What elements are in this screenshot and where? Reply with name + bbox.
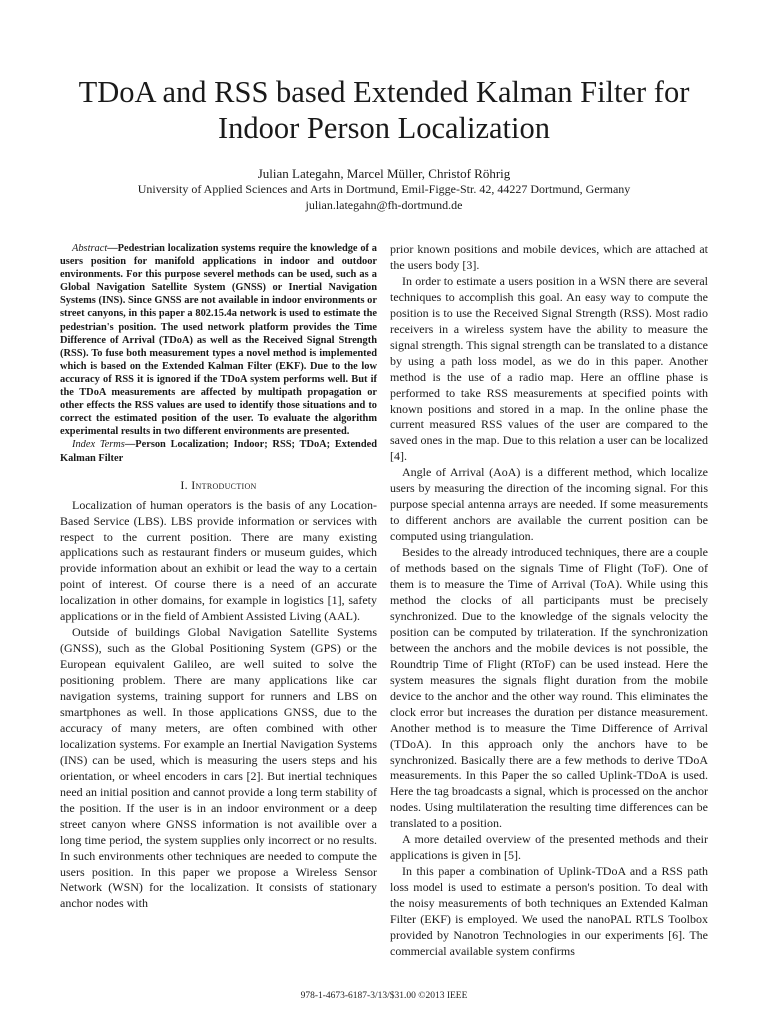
title-line-2: Indoor Person Localization <box>217 111 550 145</box>
affiliation: University of Applied Sciences and Arts in Dortmund, Emil-Figge-Str. 42, 44227 Dortmund, Germany <box>137 182 631 196</box>
paper-title <box>40 74 728 146</box>
left-column <box>60 242 377 912</box>
body-paragraph: In this paper a combination of Uplink-TDoA and a RSS path loss model is used to estimate a person's position. To deal with the noisy measurements of both techniques an Extended Kalman Filter (EKF) is employed. We used the nanoPAL RTLS Toolbox provided by Nanotron Technologies in our experiments [6]. The commercial available system confirms <box>390 864 708 958</box>
section-heading-introduction: I. Introduction <box>180 477 257 492</box>
copyright-footer: 978-1-4673-6187-3/13/$31.00 ©2013 IEEE <box>300 991 468 1001</box>
author-email: julian.lategahn@fh-dortmund.de <box>305 198 463 212</box>
body-paragraph: A more detailed overview of the presented methods and their applications is given in [5]. <box>390 832 708 863</box>
title-line-1: TDoA and RSS based Extended Kalman Filter for <box>78 75 690 109</box>
abstract-text: —Pedestrian localization systems require the knowledge of a users position for manifold applications in indoor and outdoor environments. For this purpose severel methods can be used, such as a Global Navigation Satellite System (GNSS) or Inertial Navigation Systems (INS). Since GNSS are not available in indoor environments or street canyons, in this paper a 802.15.4a network is used to estimate the pedestrian's position. The used network platform provides the Time Difference of Arrival (TDoA) as well as the Received Signal Strength (RSS). To fuse both measurement types a novel method is implemented which is based on the Extended Kalman Filter (EKF). Due to the low accuracy of RSS it is ignored if the TDoA system performs well. But if the TDoA measurements are affected by multipath propagation or other effects the RSS values are used to identify those situations and to correct the estimated position of the user. To evaluate the algorithm experimental results in two different environments are presented. <box>60 243 377 438</box>
author-list: Julian Lategahn, Marcel Müller, Christof Röhrig <box>257 166 511 181</box>
right-column <box>390 242 708 960</box>
body-paragraph: Angle of Arrival (AoA) is a different method, which localize users by measuring the direction of the incoming signal. For this purpose special antenna arrays are needed. If some measurements to different anchors are available the current position can be computed using triangulation. <box>390 465 708 544</box>
body-paragraph: In order to estimate a users position in a WSN there are several techniques to accomplish this goal. An easy way to compute the position is to use the Received Signal Strength (RSS). Most radio receivers in a wireless system have the ability to measure the signal strength. This signal strength can be translated to a distance by using a path loss model, as we do in this paper. Another method is the use of a radio map. Here an offline phase is performed to take RSS measurements at specified points with known positions and stored in a map. In the online phase the current measured RSS values of the user are compared to the saved ones in the map. Due to this relation a user can be localized [4]. <box>390 273 708 464</box>
index-terms-lead: Index Terms <box>72 439 125 451</box>
body-paragraph: prior known positions and mobile devices, which are attached at the users body [3]. <box>390 242 708 272</box>
body-paragraph: Localization of human operators is the basis of any Location-Based Service (LBS). LBS provide information or services with respect to the current position. There are many existing applications such as restaurant finders or museum guides, which provide information about an exhibit or lead the way to a certain point of interest. Of course there is a need of an accurate localization in other domains, for example in logistics [1], safety applications or in the field of Ambient Assisted Living (AAL). <box>60 497 377 624</box>
index-terms-text: —Person Localization; Indoor; RSS; TDoA; Extended Kalman Filter <box>60 439 378 464</box>
body-paragraph: Besides to the already introduced techniques, there are a couple of methods based on the signals Time of Flight (ToF). One of them is to measure the Time of Arrival (ToA). While using this method the clocks of all participants must be precisely synchronized. Due to the knowledge of the signals velocity the position can be computed by trilateration. If the synchronization between the anchors and the mobile devices is not possible, the Roundtrip Time of Flight (RToF) can be used instead. Here the system measures the signals flight duration from the mobile device to the anchor and the other way round. This eliminates the clock error but increases the duration per distance measurement. Another method is to measure the Time Difference of Arrival (TDoA). In this approach only the anchors have to be synchronized. Basically there are a few methods to derive TDoA measurements. In this Paper the so called Uplink-TDoA is used. Here the tag broadcasts a signal, which is processed on the anchor nodes. Using multilateration the resulting time differences can be translated to a position. <box>390 545 708 831</box>
index-terms <box>60 438 377 464</box>
abstract <box>60 242 377 438</box>
abstract-lead: Abstract <box>72 243 108 254</box>
body-paragraph: Outside of buildings Global Navigation Satellite Systems (GNSS), such as the Global Positioning System (GPS) or the European equivalent Galileo, are well suited to solve the positioning problem. There are many applications like car navigation systems, training support for runners and LBS on smartphones as well. In those applications GNSS, due to the accuracy of many meters, are often combined with other localization systems. For example an Inertial Navigation Systems (INS) can be used, which is measuring the users steps and his orientation, or wheel encoders in cars [2]. But inertial techniques need an initial position and cannot provide a long term stability of the position. If the user is in an indoor environment or a deep street canyon where GNSS information is not availible over a long time period, the system supplies only incorrect or no results. In such environments other techniques are needed to compute the users position. In this paper we propose a Wireless Sensor Network (WSN) for the localization. It consists of stationary anchor nodes with <box>60 625 377 911</box>
